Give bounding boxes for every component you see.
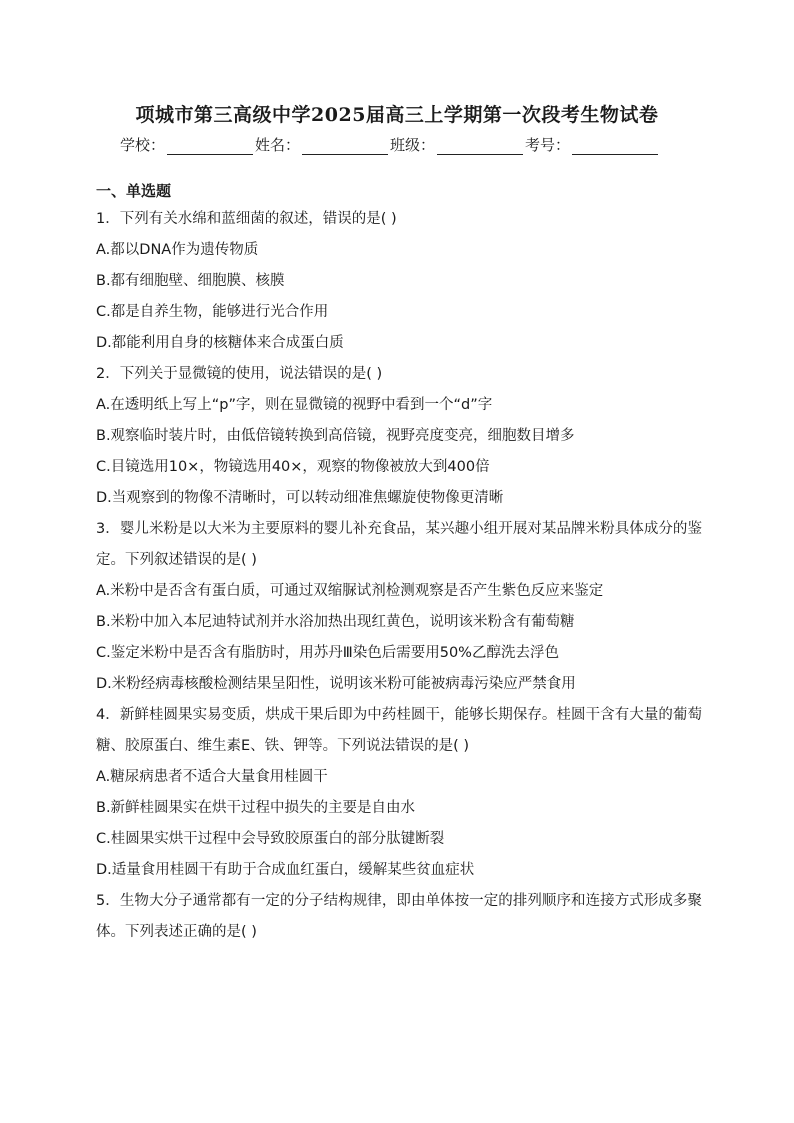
question-block <box>96 204 702 359</box>
option-a: A.米粉中是否含有蛋白质，可通过双缩脲试剂检测观察是否产生紫色反应来鉴定 <box>96 583 604 599</box>
exam-number-blank[interactable] <box>572 136 658 155</box>
option-c: C.鉴定米粉中是否含有脂肪时，用苏丹Ⅲ染色后需要用50%乙醇洗去浮色 <box>96 645 559 661</box>
class-field <box>390 134 525 155</box>
exam-number-label: 考号： <box>525 136 571 154</box>
option-a: A.都以DNA作为遗传物质 <box>96 242 259 258</box>
option-b: B.米粉中加入本尼迪特试剂并水浴加热出现红黄色，说明该米粉含有葡萄糖 <box>96 614 575 630</box>
question-stem: 4．新鲜桂圆果实易变质，烘成干果后即为中药桂圆干，能够长期保存。桂圆干含有大量的葡萄糖、胶原蛋白、维生素E、铁、钾等。下列说法错误的是( ) <box>96 707 702 754</box>
question-stem: 1．下列有关水绵和蓝细菌的叙述，错误的是( ) <box>96 211 397 227</box>
class-blank[interactable] <box>437 136 523 155</box>
page-title: 项城市第三高级中学2025届高三上学期第一次段考生物试卷 <box>135 104 659 126</box>
option-c: C.桂圆果实烘干过程中会导致胶原蛋白的部分肽键断裂 <box>96 831 445 847</box>
option-c: C.都是自养生物，能够进行光合作用 <box>96 304 329 320</box>
name-blank[interactable] <box>302 136 388 155</box>
question-stem: 2．下列关于显微镜的使用，说法错误的是( ) <box>96 366 383 382</box>
question-block <box>96 514 702 700</box>
option-b: B.新鲜桂圆果实在烘干过程中损失的主要是自由水 <box>96 800 416 816</box>
option-a: A.糖尿病患者不适合大量食用桂圆干 <box>96 769 328 785</box>
option-b: B.观察临时装片时，由低倍镜转换到高倍镜，视野亮度变亮，细胞数目增多 <box>96 428 575 444</box>
question-stem: 3．婴儿米粉是以大米为主要原料的婴儿补充食品，某兴趣小组开展对某品牌米粉具体成分的鉴定。下列叙述错误的是( ) <box>96 521 702 568</box>
school-field <box>120 134 255 155</box>
school-blank[interactable] <box>167 136 253 155</box>
section-title: 一、单选题 <box>96 182 172 200</box>
option-b: B.都有细胞壁、细胞膜、核膜 <box>96 273 285 289</box>
option-d: D.适量食用桂圆干有助于合成血红蛋白，缓解某些贫血症状 <box>96 862 475 878</box>
student-info-row <box>120 134 680 155</box>
exam-number-field <box>525 134 660 155</box>
option-a: A.在透明纸上写上“p”字，则在显微镜的视野中看到一个“d”字 <box>96 397 493 413</box>
option-d: D.米粉经病毒核酸检测结果呈阳性，说明该米粉可能被病毒污染应严禁食用 <box>96 676 576 692</box>
question-block <box>96 886 702 948</box>
class-label: 班级： <box>390 136 436 154</box>
question-block <box>96 359 702 514</box>
option-d: D.都能利用自身的核糖体来合成蛋白质 <box>96 335 344 351</box>
name-label: 姓名： <box>255 136 301 154</box>
question-block <box>96 700 702 886</box>
question-stem: 5．生物大分子通常都有一定的分子结构规律，即由单体按一定的排列顺序和连接方式形成多聚体。下列表述正确的是( ) <box>96 893 702 940</box>
option-c: C.目镜选用10×，物镜选用40×，观察的物像被放大到400倍 <box>96 459 490 475</box>
name-field <box>255 134 390 155</box>
school-label: 学校： <box>120 136 166 154</box>
questions-content <box>96 180 702 948</box>
option-d: D.当观察到的物像不清晰时，可以转动细准焦螺旋使物像更清晰 <box>96 490 504 506</box>
